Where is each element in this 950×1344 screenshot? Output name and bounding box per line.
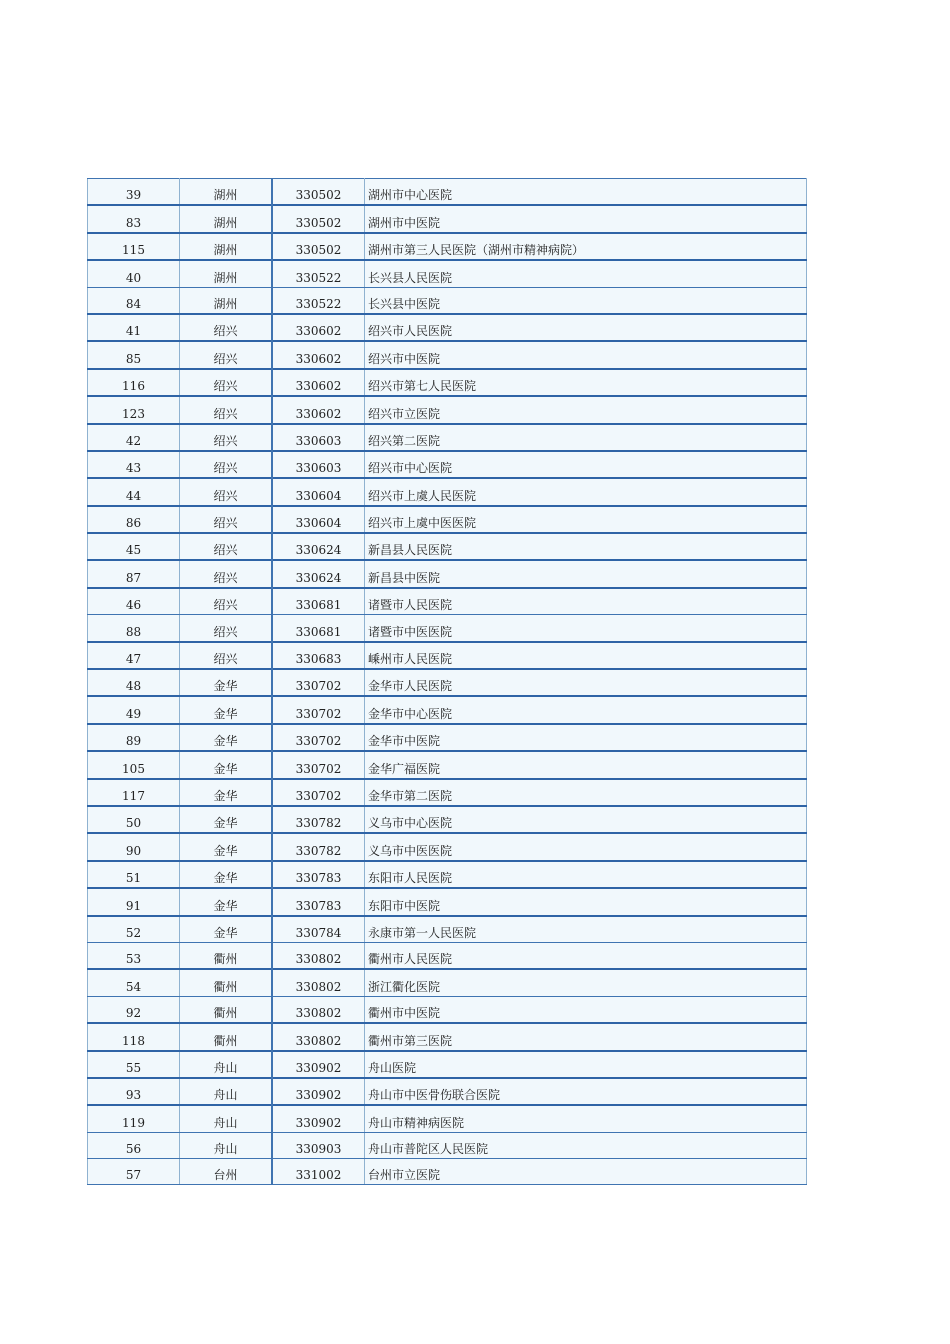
serial-number-cell: 55 xyxy=(88,1051,180,1078)
city-cell: 绍兴 xyxy=(180,424,273,451)
table-row xyxy=(88,724,807,751)
serial-number-cell: 117 xyxy=(88,779,180,806)
table-row xyxy=(88,369,807,396)
hospital-table xyxy=(87,178,807,1185)
table-row xyxy=(88,287,807,314)
region-code-cell: 330603 xyxy=(272,424,365,451)
region-code-cell: 330802 xyxy=(272,969,365,996)
hospital-name-cell: 湖州市中医院 xyxy=(365,205,807,232)
table-row xyxy=(88,478,807,505)
city-cell: 金华 xyxy=(180,751,273,778)
serial-number-cell: 105 xyxy=(88,751,180,778)
hospital-name-cell: 诸暨市人民医院 xyxy=(365,588,807,615)
hospital-name-cell: 衢州市人民医院 xyxy=(365,942,807,969)
serial-number-cell: 47 xyxy=(88,642,180,669)
table-row xyxy=(88,588,807,615)
city-cell: 衢州 xyxy=(180,1023,273,1050)
city-cell: 湖州 xyxy=(180,233,273,260)
hospital-name-cell: 东阳市中医院 xyxy=(365,888,807,915)
table-row xyxy=(88,888,807,915)
region-code-cell: 330783 xyxy=(272,888,365,915)
region-code-cell: 330602 xyxy=(272,314,365,341)
region-code-cell: 330624 xyxy=(272,533,365,560)
city-cell: 湖州 xyxy=(180,205,273,232)
serial-number-cell: 90 xyxy=(88,833,180,860)
hospital-name-cell: 诸暨市中医医院 xyxy=(365,615,807,642)
city-cell: 金华 xyxy=(180,806,273,833)
region-code-cell: 330902 xyxy=(272,1078,365,1105)
table-row xyxy=(88,233,807,260)
region-code-cell: 330902 xyxy=(272,1105,365,1132)
city-cell: 绍兴 xyxy=(180,314,273,341)
city-cell: 绍兴 xyxy=(180,615,273,642)
region-code-cell: 330702 xyxy=(272,779,365,806)
table-row xyxy=(88,179,807,206)
region-code-cell: 330681 xyxy=(272,588,365,615)
serial-number-cell: 119 xyxy=(88,1105,180,1132)
region-code-cell: 330802 xyxy=(272,1023,365,1050)
table-row xyxy=(88,833,807,860)
table-row xyxy=(88,260,807,287)
region-code-cell: 330784 xyxy=(272,916,365,943)
hospital-name-cell: 衢州市第三医院 xyxy=(365,1023,807,1050)
city-cell: 湖州 xyxy=(180,260,273,287)
region-code-cell: 330522 xyxy=(272,260,365,287)
region-code-cell: 330502 xyxy=(272,205,365,232)
hospital-name-cell: 新昌县中医院 xyxy=(365,560,807,587)
table-row xyxy=(88,1159,807,1185)
hospital-name-cell: 衢州市中医院 xyxy=(365,996,807,1023)
table-row xyxy=(88,969,807,996)
region-code-cell: 330602 xyxy=(272,396,365,423)
table-row xyxy=(88,1051,807,1078)
serial-number-cell: 39 xyxy=(88,179,180,206)
region-code-cell: 330624 xyxy=(272,560,365,587)
city-cell: 绍兴 xyxy=(180,451,273,478)
serial-number-cell: 86 xyxy=(88,506,180,533)
region-code-cell: 330902 xyxy=(272,1051,365,1078)
table-row xyxy=(88,396,807,423)
serial-number-cell: 40 xyxy=(88,260,180,287)
table-row xyxy=(88,341,807,368)
region-code-cell: 330602 xyxy=(272,369,365,396)
hospital-name-cell: 金华市中医院 xyxy=(365,724,807,751)
serial-number-cell: 43 xyxy=(88,451,180,478)
serial-number-cell: 85 xyxy=(88,341,180,368)
table-row xyxy=(88,916,807,943)
serial-number-cell: 84 xyxy=(88,287,180,314)
region-code-cell: 330782 xyxy=(272,806,365,833)
serial-number-cell: 46 xyxy=(88,588,180,615)
city-cell: 金华 xyxy=(180,861,273,888)
serial-number-cell: 48 xyxy=(88,669,180,696)
region-code-cell: 330683 xyxy=(272,642,365,669)
region-code-cell: 330604 xyxy=(272,478,365,505)
city-cell: 衢州 xyxy=(180,942,273,969)
hospital-name-cell: 嵊州市人民医院 xyxy=(365,642,807,669)
table-row xyxy=(88,533,807,560)
serial-number-cell: 42 xyxy=(88,424,180,451)
region-code-cell: 330702 xyxy=(272,696,365,723)
serial-number-cell: 89 xyxy=(88,724,180,751)
city-cell: 金华 xyxy=(180,669,273,696)
hospital-name-cell: 湖州市中心医院 xyxy=(365,179,807,206)
region-code-cell: 330604 xyxy=(272,506,365,533)
serial-number-cell: 53 xyxy=(88,942,180,969)
hospital-name-cell: 长兴县人民医院 xyxy=(365,260,807,287)
hospital-name-cell: 金华市人民医院 xyxy=(365,669,807,696)
hospital-name-cell: 义乌市中医医院 xyxy=(365,833,807,860)
city-cell: 绍兴 xyxy=(180,369,273,396)
serial-number-cell: 87 xyxy=(88,560,180,587)
region-code-cell: 331002 xyxy=(272,1159,365,1185)
serial-number-cell: 57 xyxy=(88,1159,180,1185)
city-cell: 绍兴 xyxy=(180,478,273,505)
table-row xyxy=(88,806,807,833)
serial-number-cell: 115 xyxy=(88,233,180,260)
table-row xyxy=(88,696,807,723)
city-cell: 舟山 xyxy=(180,1051,273,1078)
city-cell: 舟山 xyxy=(180,1132,273,1158)
serial-number-cell: 51 xyxy=(88,861,180,888)
table-row xyxy=(88,451,807,478)
serial-number-cell: 54 xyxy=(88,969,180,996)
hospital-name-cell: 金华市中心医院 xyxy=(365,696,807,723)
city-cell: 舟山 xyxy=(180,1078,273,1105)
table-row xyxy=(88,424,807,451)
city-cell: 金华 xyxy=(180,779,273,806)
serial-number-cell: 83 xyxy=(88,205,180,232)
table-body xyxy=(88,179,807,1185)
city-cell: 绍兴 xyxy=(180,588,273,615)
city-cell: 舟山 xyxy=(180,1105,273,1132)
city-cell: 金华 xyxy=(180,833,273,860)
table-row xyxy=(88,1132,807,1158)
region-code-cell: 330502 xyxy=(272,233,365,260)
city-cell: 台州 xyxy=(180,1159,273,1185)
serial-number-cell: 49 xyxy=(88,696,180,723)
city-cell: 金华 xyxy=(180,724,273,751)
hospital-name-cell: 绍兴市人民医院 xyxy=(365,314,807,341)
serial-number-cell: 45 xyxy=(88,533,180,560)
region-code-cell: 330702 xyxy=(272,751,365,778)
table-row xyxy=(88,642,807,669)
table-row xyxy=(88,996,807,1023)
table-row xyxy=(88,751,807,778)
city-cell: 金华 xyxy=(180,696,273,723)
hospital-name-cell: 浙江衢化医院 xyxy=(365,969,807,996)
city-cell: 绍兴 xyxy=(180,396,273,423)
serial-number-cell: 91 xyxy=(88,888,180,915)
hospital-name-cell: 绍兴市中心医院 xyxy=(365,451,807,478)
table-row xyxy=(88,560,807,587)
city-cell: 绍兴 xyxy=(180,533,273,560)
hospital-name-cell: 绍兴市中医院 xyxy=(365,341,807,368)
hospital-name-cell: 绍兴市上虞人民医院 xyxy=(365,478,807,505)
hospital-name-cell: 长兴县中医院 xyxy=(365,287,807,314)
serial-number-cell: 116 xyxy=(88,369,180,396)
hospital-name-cell: 舟山市普陀区人民医院 xyxy=(365,1132,807,1158)
region-code-cell: 330603 xyxy=(272,451,365,478)
hospital-name-cell: 绍兴市立医院 xyxy=(365,396,807,423)
region-code-cell: 330502 xyxy=(272,179,365,206)
hospital-name-cell: 舟山市精神病医院 xyxy=(365,1105,807,1132)
hospital-name-cell: 绍兴市第七人民医院 xyxy=(365,369,807,396)
hospital-name-cell: 绍兴市上虞中医医院 xyxy=(365,506,807,533)
table-row xyxy=(88,861,807,888)
serial-number-cell: 118 xyxy=(88,1023,180,1050)
city-cell: 绍兴 xyxy=(180,341,273,368)
serial-number-cell: 44 xyxy=(88,478,180,505)
city-cell: 湖州 xyxy=(180,179,273,206)
table-row xyxy=(88,615,807,642)
table-row xyxy=(88,1023,807,1050)
region-code-cell: 330802 xyxy=(272,996,365,1023)
region-code-cell: 330783 xyxy=(272,861,365,888)
city-cell: 湖州 xyxy=(180,287,273,314)
hospital-name-cell: 金华市第二医院 xyxy=(365,779,807,806)
region-code-cell: 330782 xyxy=(272,833,365,860)
serial-number-cell: 92 xyxy=(88,996,180,1023)
hospital-name-cell: 舟山市中医骨伤联合医院 xyxy=(365,1078,807,1105)
city-cell: 绍兴 xyxy=(180,560,273,587)
table-row xyxy=(88,669,807,696)
region-code-cell: 330602 xyxy=(272,341,365,368)
city-cell: 绍兴 xyxy=(180,642,273,669)
table-row xyxy=(88,942,807,969)
hospital-name-cell: 金华广福医院 xyxy=(365,751,807,778)
hospital-name-cell: 东阳市人民医院 xyxy=(365,861,807,888)
hospital-name-cell: 台州市立医院 xyxy=(365,1159,807,1185)
serial-number-cell: 56 xyxy=(88,1132,180,1158)
table-row xyxy=(88,506,807,533)
region-code-cell: 330681 xyxy=(272,615,365,642)
hospital-name-cell: 舟山医院 xyxy=(365,1051,807,1078)
city-cell: 金华 xyxy=(180,916,273,943)
region-code-cell: 330702 xyxy=(272,724,365,751)
region-code-cell: 330522 xyxy=(272,287,365,314)
table-row xyxy=(88,1105,807,1132)
table-row xyxy=(88,1078,807,1105)
serial-number-cell: 93 xyxy=(88,1078,180,1105)
serial-number-cell: 50 xyxy=(88,806,180,833)
region-code-cell: 330702 xyxy=(272,669,365,696)
hospital-name-cell: 新昌县人民医院 xyxy=(365,533,807,560)
city-cell: 绍兴 xyxy=(180,506,273,533)
serial-number-cell: 123 xyxy=(88,396,180,423)
region-code-cell: 330802 xyxy=(272,942,365,969)
city-cell: 衢州 xyxy=(180,996,273,1023)
serial-number-cell: 41 xyxy=(88,314,180,341)
table-row xyxy=(88,314,807,341)
table-row xyxy=(88,779,807,806)
hospital-name-cell: 湖州市第三人民医院（湖州市精神病院） xyxy=(365,233,807,260)
table-row xyxy=(88,205,807,232)
serial-number-cell: 52 xyxy=(88,916,180,943)
city-cell: 衢州 xyxy=(180,969,273,996)
city-cell: 金华 xyxy=(180,888,273,915)
region-code-cell: 330903 xyxy=(272,1132,365,1158)
hospital-name-cell: 义乌市中心医院 xyxy=(365,806,807,833)
serial-number-cell: 88 xyxy=(88,615,180,642)
hospital-name-cell: 永康市第一人民医院 xyxy=(365,916,807,943)
hospital-name-cell: 绍兴第二医院 xyxy=(365,424,807,451)
